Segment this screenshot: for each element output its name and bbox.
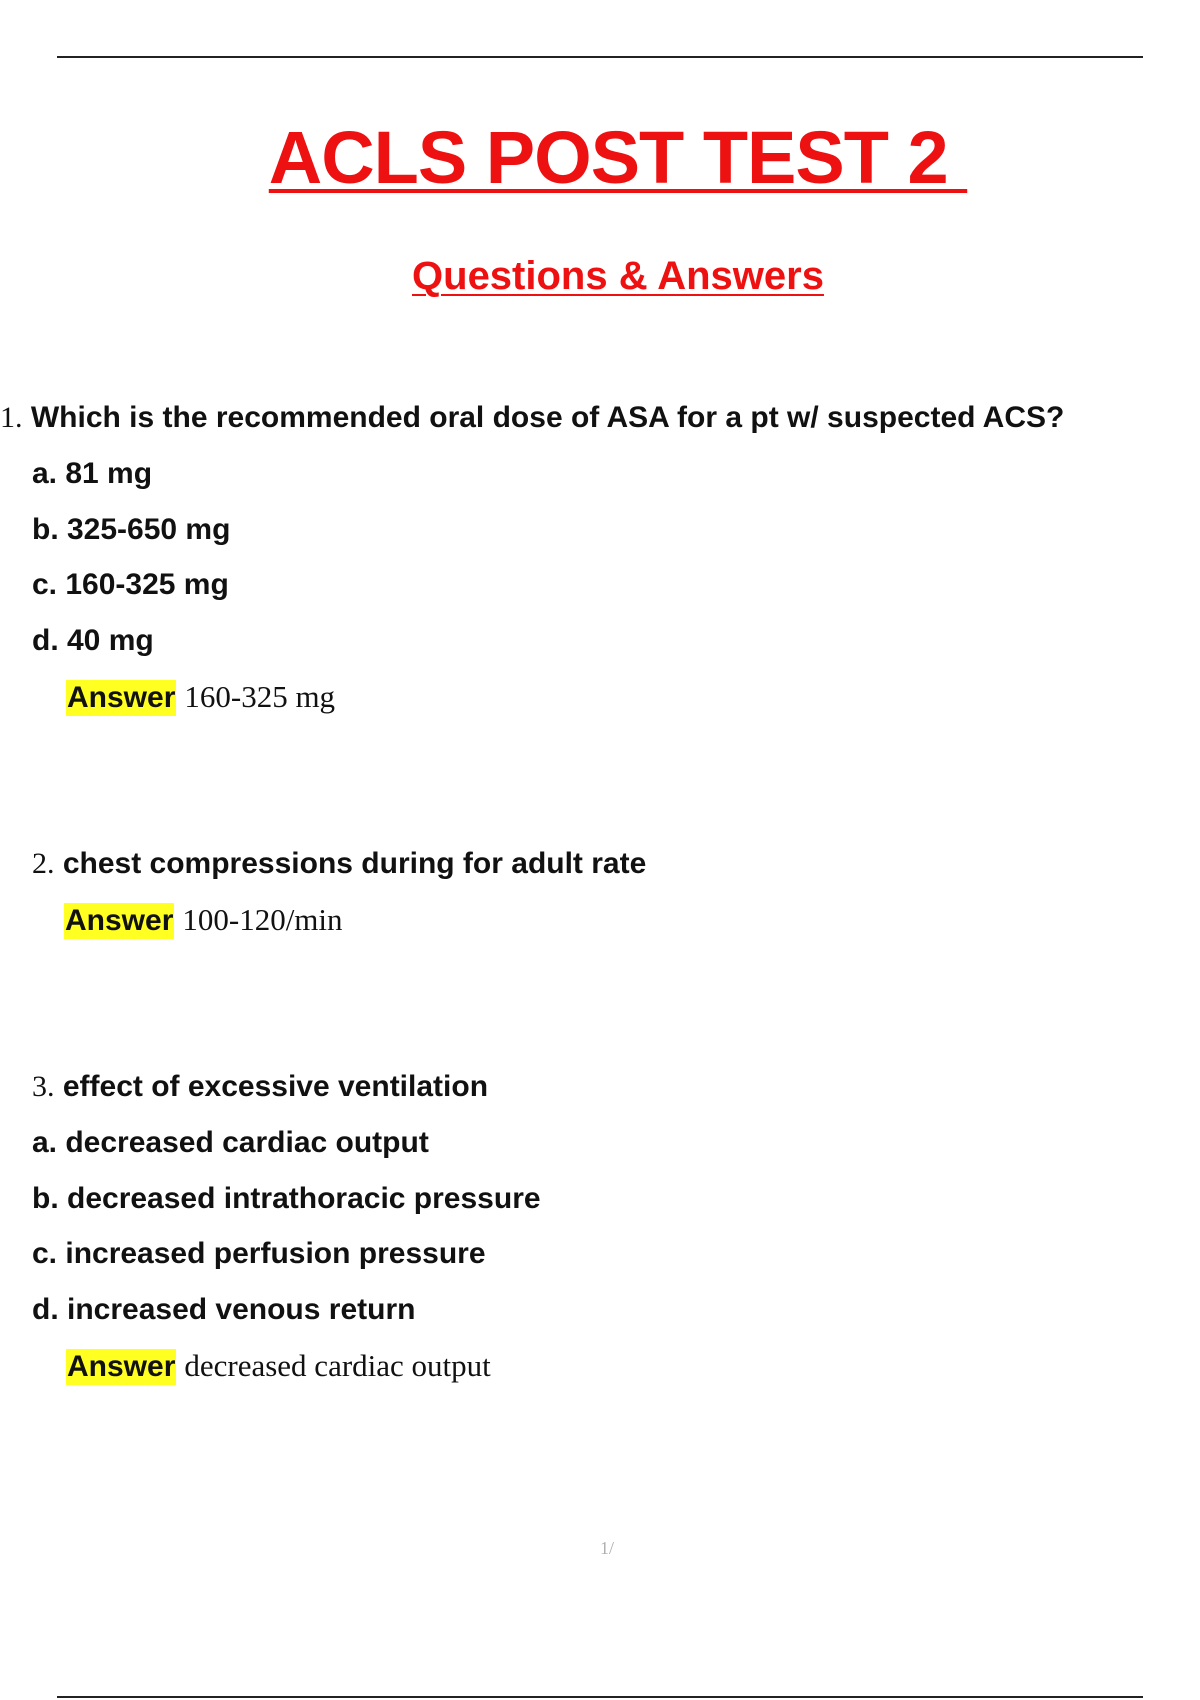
answer-label: Answer <box>67 1350 176 1383</box>
page-number: 1/ <box>600 1538 615 1558</box>
answer-text: decreased cardiac output <box>184 1348 491 1383</box>
question-number: 1. <box>0 401 23 434</box>
option-1a: a. 81 mg <box>32 457 153 490</box>
question-3 <box>32 1069 488 1105</box>
question-text: chest compressions during for adult rate <box>62 847 647 880</box>
answer-1 <box>66 677 335 723</box>
option-1d: d. 40 mg <box>32 624 154 657</box>
answer-2 <box>64 900 343 946</box>
answer-3 <box>66 1346 491 1392</box>
bottom-rule <box>57 1696 1143 1698</box>
option-3d: d. increased venous return <box>32 1293 416 1326</box>
option-1b: b. 325-650 mg <box>32 513 231 546</box>
answer-label: Answer <box>65 904 174 937</box>
question-1 <box>0 400 1064 436</box>
answer-label: Answer <box>67 681 176 714</box>
top-rule <box>57 56 1143 58</box>
question-2 <box>32 846 646 882</box>
question-number: 2. <box>32 847 55 880</box>
document-title: ACLS POST TEST 2 <box>268 116 968 199</box>
answer-text: 100-120/min <box>182 902 343 937</box>
question-text: Which is the recommended oral dose of ASA for a pt w/ suspected ACS? <box>30 401 1065 434</box>
answer-text: 160-325 mg <box>184 679 336 714</box>
question-text: effect of excessive ventilation <box>62 1070 489 1103</box>
option-3c: c. increased perfusion pressure <box>32 1237 486 1270</box>
option-3a: a. decreased cardiac output <box>32 1126 429 1159</box>
option-1c: c. 160-325 mg <box>32 568 229 601</box>
option-3b: b. decreased intrathoracic pressure <box>32 1182 541 1215</box>
document-subtitle: Questions & Answers <box>412 254 824 298</box>
question-number: 3. <box>32 1070 55 1103</box>
